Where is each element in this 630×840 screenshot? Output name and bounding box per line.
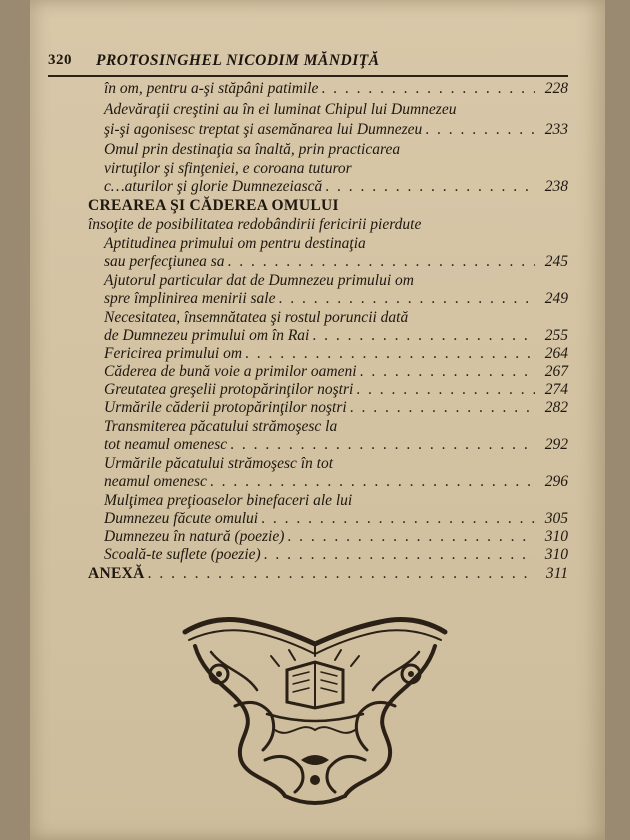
toc-entry: Greutatea greşelii protopărinţilor noştri . . . 274 xyxy=(104,381,568,399)
toc-entry: Adevăraţii creştini au în ei luminat Chipul lui Dumnezeu xyxy=(104,101,457,118)
toc-entry: Ajutorul particular dat de Dumnezeu primului om xyxy=(104,272,414,289)
toc-entry: neamul omenesc . . . 296 xyxy=(104,473,568,491)
toc-entry: c…aturilor şi glorie Dumnezeiască . . . 238 xyxy=(104,178,568,196)
toc-entry: Urmările căderii protopărinţilor noştri . . . 282 xyxy=(104,399,568,417)
toc-entry: Urmările păcatului strămoşesc în tot xyxy=(104,455,334,472)
toc-entry: Transmiterea păcatului strămoşesc la xyxy=(104,418,338,435)
toc-entry: Dumnezeu făcute omului . . . 305 xyxy=(104,510,568,528)
toc-entry: Fericirea primului om . . . 264 xyxy=(104,345,568,363)
appendix-entry: ANEXĂ . . . 311 xyxy=(88,565,568,583)
toc-entry: Omul prin destinaţia sa înaltă, prin practicarea xyxy=(104,141,401,158)
toc-entry: sau perfecţiunea sa . . . 245 xyxy=(104,253,568,271)
toc-entry: Necesitatea, însemnătatea şi rostul poruncii dată xyxy=(104,309,409,326)
toc-entry: Scoală-te suflete (poezie) . . . 310 xyxy=(104,546,568,564)
decorative-ornament xyxy=(175,610,455,810)
toc-entry: Aptitudinea primului om pentru destinaţia xyxy=(104,235,366,252)
toc-entry: în om, pentru a-şi stăpâni patimile . . . 228 xyxy=(104,80,568,98)
toc-entry: virtuţilor şi sfinţeniei, e coroana tuturor xyxy=(104,160,352,177)
toc-entry: de Dumnezeu primului om în Rai . . . 255 xyxy=(104,327,568,345)
running-title: PROTOSINGHEL NICODIM MĂNDIŢĂ xyxy=(96,52,380,69)
toc-entry: şi-şi agonisesc treptat şi asemănarea lui Dumnezeu . . . 233 xyxy=(104,121,568,139)
section-subheading: însoţite de posibilitatea redobândirii fericirii pierdute xyxy=(88,216,422,233)
section-heading: CREAREA ŞI CĂDEREA OMULUI xyxy=(88,197,339,214)
toc-entry: tot neamul omenesc . . . 292 xyxy=(104,436,568,454)
toc-entry: Mulţimea preţioaselor binefaceri ale lui xyxy=(104,492,353,509)
toc-entry: spre împlinirea menirii sale . . . 249 xyxy=(104,290,568,308)
toc-entry: Căderea de bună voie a primilor oameni . . . 267 xyxy=(104,363,568,381)
toc-entry: Dumnezeu în natură (poezie) . . . 310 xyxy=(104,528,568,546)
page-number: 320 xyxy=(48,52,72,68)
